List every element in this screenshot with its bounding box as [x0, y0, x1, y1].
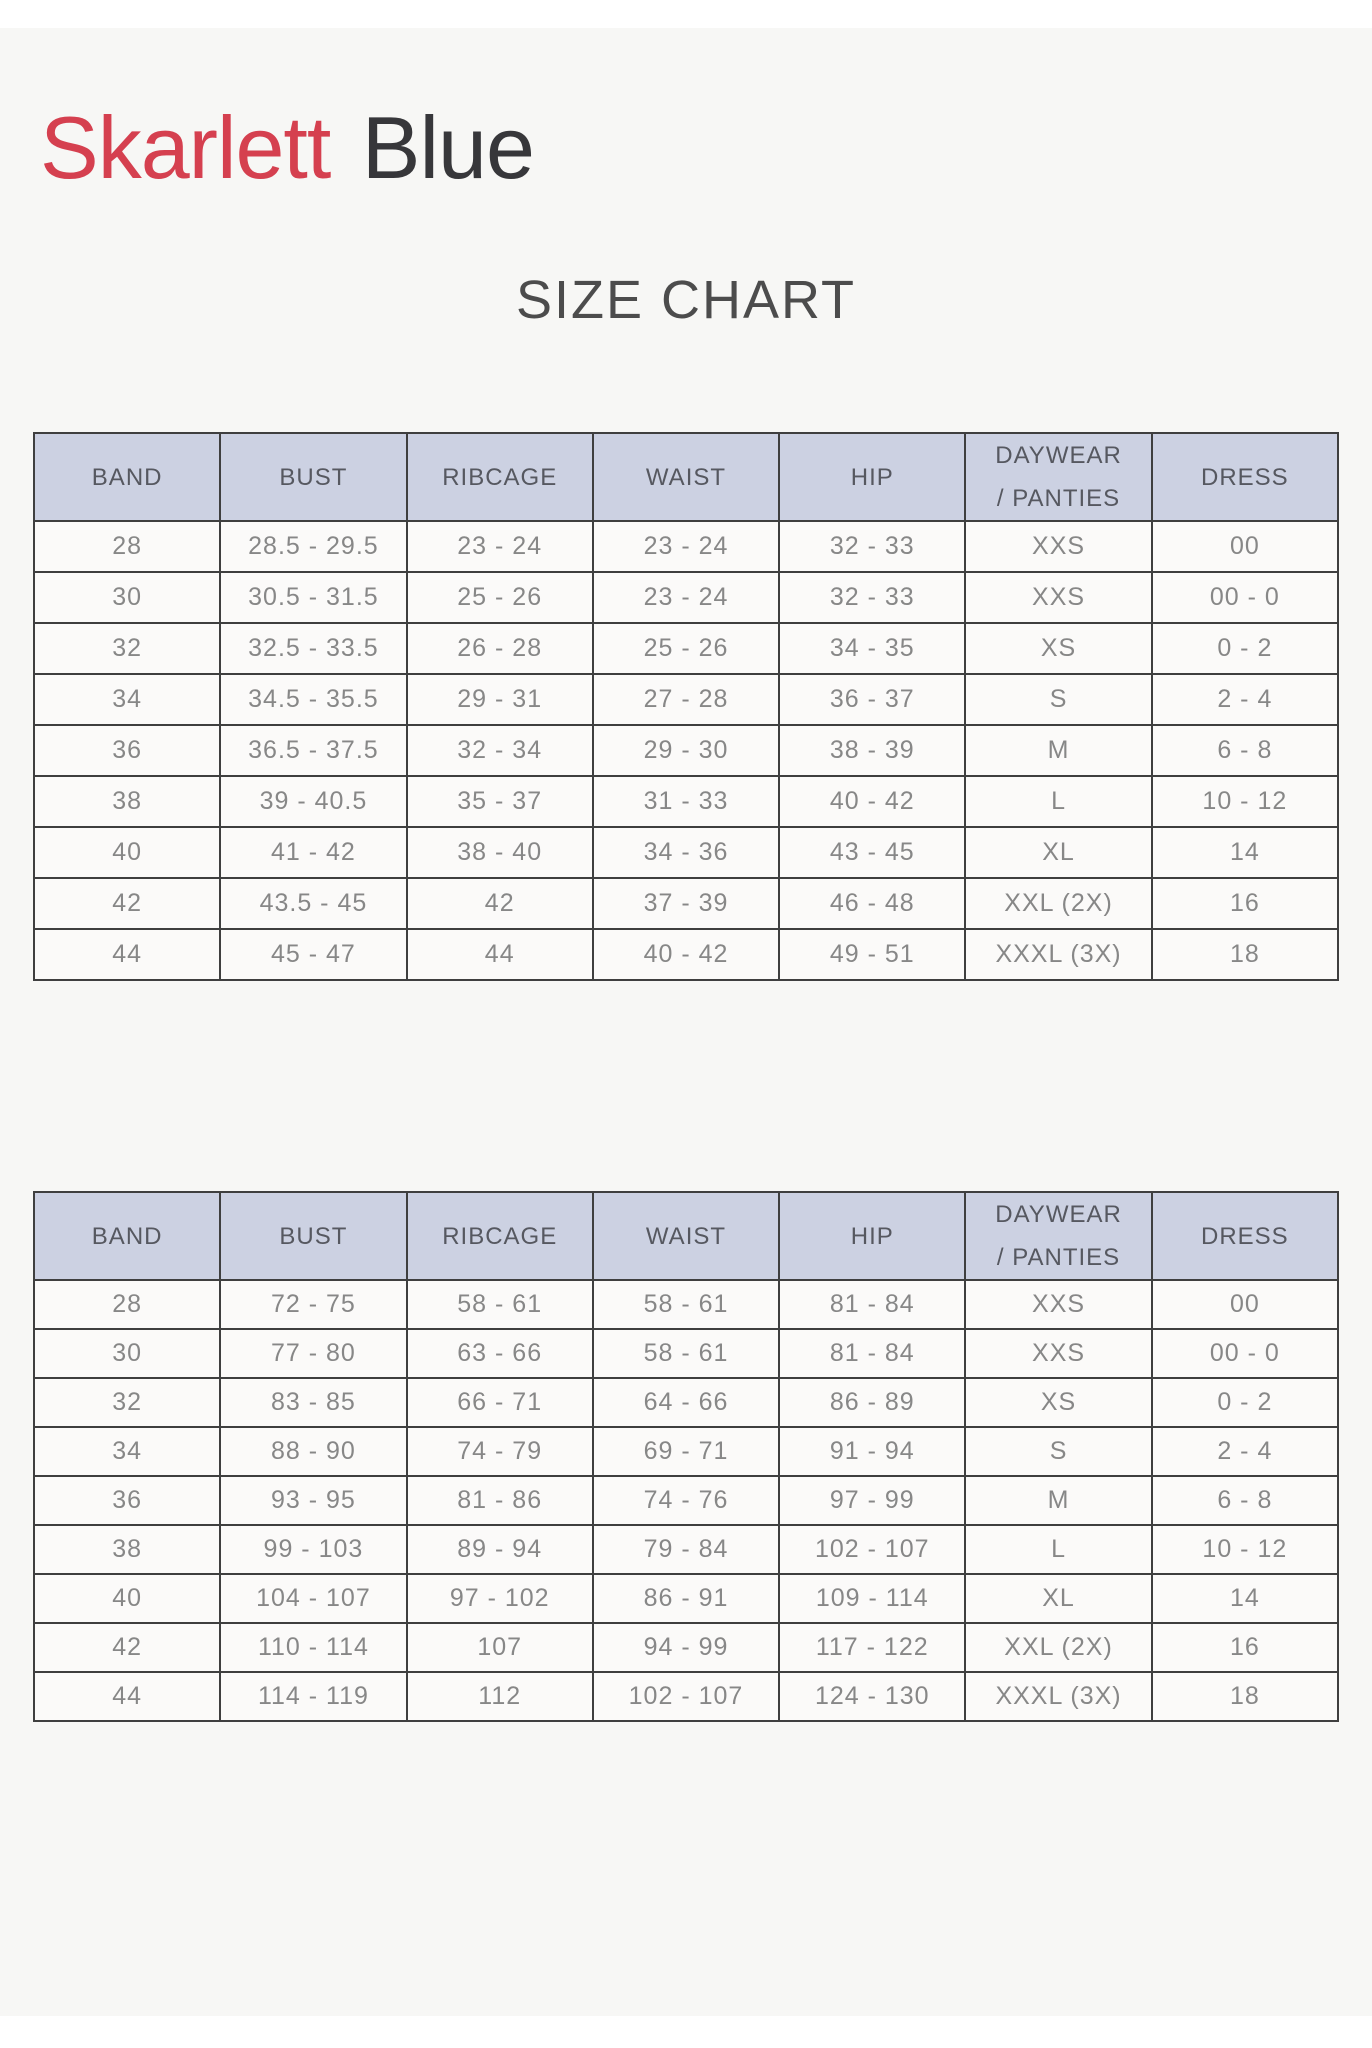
cell: 34: [34, 674, 220, 725]
column-header: DAYWEAR / PANTIES: [965, 433, 1151, 521]
cell: 77 - 80: [220, 1329, 406, 1378]
table-row: [34, 572, 1338, 623]
table-row: [34, 878, 1338, 929]
cell: 37 - 39: [593, 878, 779, 929]
cell: 30: [34, 1329, 220, 1378]
cell: 32 - 34: [407, 725, 593, 776]
size-table-2: [33, 1191, 1339, 1722]
cell: 58 - 61: [593, 1329, 779, 1378]
cell: 79 - 84: [593, 1525, 779, 1574]
cell: M: [965, 1476, 1151, 1525]
column-header: BUST: [220, 433, 406, 521]
cell: 34.5 - 35.5: [220, 674, 406, 725]
cell: 40: [34, 1574, 220, 1623]
cell: 00: [1152, 521, 1338, 572]
cell: 81 - 84: [779, 1329, 965, 1378]
cell: 72 - 75: [220, 1280, 406, 1329]
cell: 81 - 84: [779, 1280, 965, 1329]
cell: 36.5 - 37.5: [220, 725, 406, 776]
cell: 16: [1152, 1623, 1338, 1672]
cell: 89 - 94: [407, 1525, 593, 1574]
cell: 63 - 66: [407, 1329, 593, 1378]
table-row: [34, 1525, 1338, 1574]
cell: 104 - 107: [220, 1574, 406, 1623]
column-header: WAIST: [593, 1192, 779, 1280]
cell: 27 - 28: [593, 674, 779, 725]
cell: S: [965, 1427, 1151, 1476]
table-row: [34, 1672, 1338, 1721]
cell: 16: [1152, 878, 1338, 929]
brand-name-primary: Skarlett: [40, 98, 331, 197]
cell: 44: [34, 929, 220, 980]
cell: 109 - 114: [779, 1574, 965, 1623]
cell: 38: [34, 776, 220, 827]
cell: S: [965, 674, 1151, 725]
cell: 93 - 95: [220, 1476, 406, 1525]
cell: 64 - 66: [593, 1378, 779, 1427]
cell: 97 - 99: [779, 1476, 965, 1525]
cell: 88 - 90: [220, 1427, 406, 1476]
cell: 23 - 24: [407, 521, 593, 572]
table-row: [34, 521, 1338, 572]
cell: M: [965, 725, 1151, 776]
cell: 107: [407, 1623, 593, 1672]
table-row: [34, 725, 1338, 776]
cell: L: [965, 1525, 1151, 1574]
cell: 110 - 114: [220, 1623, 406, 1672]
column-header: HIP: [779, 1192, 965, 1280]
cell: 25 - 26: [593, 623, 779, 674]
table-row: [34, 929, 1338, 980]
cell: 18: [1152, 929, 1338, 980]
cell: XXS: [965, 521, 1151, 572]
table-row: [34, 1623, 1338, 1672]
cell: 31 - 33: [593, 776, 779, 827]
cell: 124 - 130: [779, 1672, 965, 1721]
cell: 00: [1152, 1280, 1338, 1329]
cell: 66 - 71: [407, 1378, 593, 1427]
cell: 32: [34, 1378, 220, 1427]
cell: 32.5 - 33.5: [220, 623, 406, 674]
cell: 26 - 28: [407, 623, 593, 674]
cell: 29 - 30: [593, 725, 779, 776]
cell: 42: [34, 1623, 220, 1672]
cell: XL: [965, 1574, 1151, 1623]
cell: XXL (2X): [965, 1623, 1151, 1672]
cell: 42: [407, 878, 593, 929]
cell: 38: [34, 1525, 220, 1574]
cell: 40 - 42: [593, 929, 779, 980]
cell: 10 - 12: [1152, 1525, 1338, 1574]
cell: 102 - 107: [779, 1525, 965, 1574]
cell: 40: [34, 827, 220, 878]
cell: XXXL (3X): [965, 1672, 1151, 1721]
cell: XXS: [965, 1280, 1151, 1329]
cell: 83 - 85: [220, 1378, 406, 1427]
column-header: DRESS: [1152, 433, 1338, 521]
brand-logo: [40, 98, 534, 197]
cell: 10 - 12: [1152, 776, 1338, 827]
cell: 00 - 0: [1152, 1329, 1338, 1378]
cell: XL: [965, 827, 1151, 878]
column-header: RIBCAGE: [407, 433, 593, 521]
cell: XXL (2X): [965, 878, 1151, 929]
cell: 46 - 48: [779, 878, 965, 929]
cell: 39 - 40.5: [220, 776, 406, 827]
cell: 36: [34, 1476, 220, 1525]
header-row: [34, 433, 1338, 521]
cell: 32 - 33: [779, 521, 965, 572]
cell: 18: [1152, 1672, 1338, 1721]
page-title: SIZE CHART: [515, 270, 857, 330]
table-row: [34, 674, 1338, 725]
cell: 41 - 42: [220, 827, 406, 878]
cell: 44: [34, 1672, 220, 1721]
cell: 28.5 - 29.5: [220, 521, 406, 572]
cell: 97 - 102: [407, 1574, 593, 1623]
cell: 28: [34, 521, 220, 572]
cell: 42: [34, 878, 220, 929]
cell: 36 - 37: [779, 674, 965, 725]
cell: XS: [965, 1378, 1151, 1427]
header-row: [34, 1192, 1338, 1280]
cell: 32: [34, 623, 220, 674]
cell: 58 - 61: [593, 1280, 779, 1329]
column-header: HIP: [779, 433, 965, 521]
cell: 114 - 119: [220, 1672, 406, 1721]
table-row: [34, 1476, 1338, 1525]
cell: 91 - 94: [779, 1427, 965, 1476]
cell: 40 - 42: [779, 776, 965, 827]
cell: 0 - 2: [1152, 1378, 1338, 1427]
cell: 86 - 91: [593, 1574, 779, 1623]
cell: XS: [965, 623, 1151, 674]
cell: 94 - 99: [593, 1623, 779, 1672]
cell: 14: [1152, 1574, 1338, 1623]
cell: L: [965, 776, 1151, 827]
cell: 6 - 8: [1152, 1476, 1338, 1525]
column-header: DRESS: [1152, 1192, 1338, 1280]
column-header: DAYWEAR / PANTIES: [965, 1192, 1151, 1280]
cell: XXS: [965, 1329, 1151, 1378]
cell: 30.5 - 31.5: [220, 572, 406, 623]
table-row: [34, 1574, 1338, 1623]
cell: 32 - 33: [779, 572, 965, 623]
cell: 00 - 0: [1152, 572, 1338, 623]
cell: 43.5 - 45: [220, 878, 406, 929]
cell: 2 - 4: [1152, 674, 1338, 725]
cell: 2 - 4: [1152, 1427, 1338, 1476]
cell: 28: [34, 1280, 220, 1329]
cell: 34 - 36: [593, 827, 779, 878]
cell: 14: [1152, 827, 1338, 878]
column-header: BAND: [34, 433, 220, 521]
cell: 25 - 26: [407, 572, 593, 623]
table-row: [34, 776, 1338, 827]
cell: 23 - 24: [593, 521, 779, 572]
cell: 99 - 103: [220, 1525, 406, 1574]
cell: 74 - 76: [593, 1476, 779, 1525]
column-header: BAND: [34, 1192, 220, 1280]
cell: 43 - 45: [779, 827, 965, 878]
cell: 58 - 61: [407, 1280, 593, 1329]
cell: 49 - 51: [779, 929, 965, 980]
cell: XXS: [965, 572, 1151, 623]
cell: 34 - 35: [779, 623, 965, 674]
column-header: WAIST: [593, 433, 779, 521]
cell: 86 - 89: [779, 1378, 965, 1427]
cell: 23 - 24: [593, 572, 779, 623]
cell: 44: [407, 929, 593, 980]
cell: 35 - 37: [407, 776, 593, 827]
table-row: [34, 827, 1338, 878]
cell: 112: [407, 1672, 593, 1721]
cell: 81 - 86: [407, 1476, 593, 1525]
cell: 38 - 39: [779, 725, 965, 776]
size-table-1: [33, 432, 1339, 981]
cell: XXXL (3X): [965, 929, 1151, 980]
cell: 29 - 31: [407, 674, 593, 725]
cell: 36: [34, 725, 220, 776]
cell: 0 - 2: [1152, 623, 1338, 674]
table-row: [34, 623, 1338, 674]
cell: 102 - 107: [593, 1672, 779, 1721]
cell: 69 - 71: [593, 1427, 779, 1476]
cell: 34: [34, 1427, 220, 1476]
cell: 117 - 122: [779, 1623, 965, 1672]
brand-name-secondary: Blue: [361, 98, 534, 197]
cell: 38 - 40: [407, 827, 593, 878]
column-header: BUST: [220, 1192, 406, 1280]
cell: 74 - 79: [407, 1427, 593, 1476]
cell: 30: [34, 572, 220, 623]
table-row: [34, 1378, 1338, 1427]
column-header: RIBCAGE: [407, 1192, 593, 1280]
table-row: [34, 1427, 1338, 1476]
cell: 45 - 47: [220, 929, 406, 980]
table-row: [34, 1280, 1338, 1329]
cell: 6 - 8: [1152, 725, 1338, 776]
table-row: [34, 1329, 1338, 1378]
